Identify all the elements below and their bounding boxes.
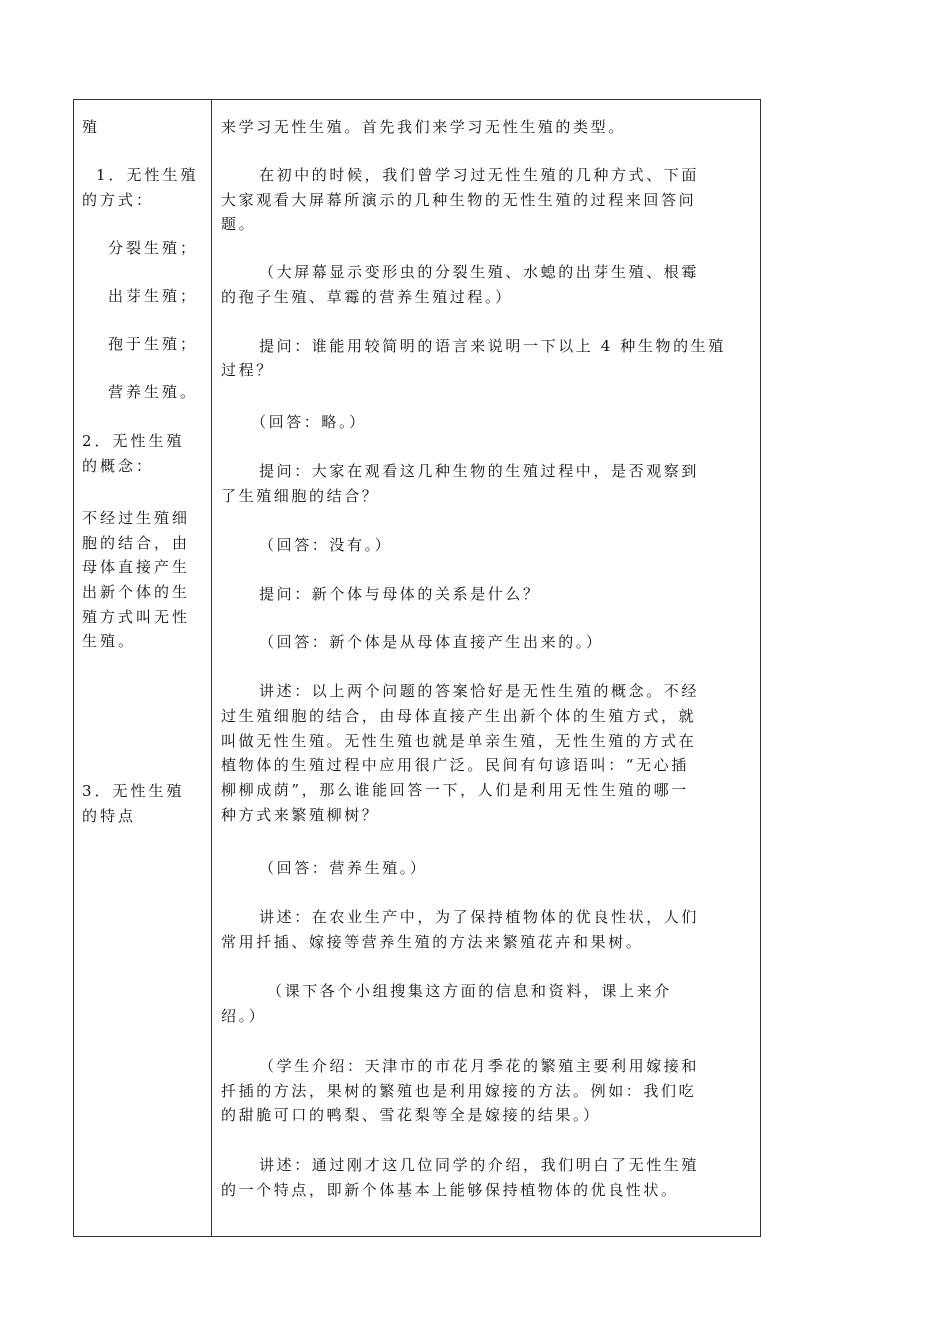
content-line: （回答：营养生殖。） — [259, 859, 428, 877]
content-line: 常用扦插、嫁接等营养生殖的方法来繁殖花卉和果树。 — [221, 933, 644, 951]
content-line: 提问：谁能用较简明的语言来说明一下以上 4 种生物的生殖 — [259, 337, 726, 355]
outline-line: 胞的结合，由 — [82, 534, 191, 552]
content-line: 在初中的时候，我们曾学习过无性生殖的几种方式、下面 — [259, 166, 700, 184]
lesson-table — [73, 99, 761, 1237]
content-line: （大屏幕显示变形虫的分裂生殖、水螅的出芽生殖、根霉 — [259, 263, 700, 281]
outline-line: 3．无性生殖 — [82, 782, 185, 800]
outline-line: 2．无性生殖 — [82, 432, 185, 450]
outline-line: 不经过生殖细 — [82, 509, 191, 527]
outline-line: 1．无性生殖 — [96, 166, 199, 184]
content-line: （回答：没有。） — [259, 536, 393, 554]
content-line: 提问：新个体与母体的关系是什么？ — [259, 585, 541, 603]
content-line: 的一个特点，即新个体基本上能够保持植物体的优良性状。 — [221, 1181, 679, 1199]
content-line: 讲述：通过刚才这几位同学的介绍，我们明白了无性生殖 — [259, 1156, 700, 1174]
content-line: 植物体的生殖过程中应用很广泛。民间有句谚语叫：“无心插 — [221, 756, 689, 774]
content-line: 讲述：以上两个问题的答案恰好是无性生殖的概念。不经 — [259, 682, 700, 700]
outline-line: 的特点 — [82, 807, 137, 825]
outline-line: 的方式： — [82, 191, 155, 209]
outline-line: 的概念： — [82, 457, 155, 475]
content-line: 过程？ — [221, 361, 274, 379]
content-line: 了生殖细胞的结合？ — [221, 487, 380, 505]
outline-line: 殖方式叫无性 — [82, 608, 191, 626]
content-line: 柳柳成荫”，那么谁能回答一下，人们是利用无性生殖的哪一 — [221, 781, 689, 799]
content-line: （回答：略。） — [251, 413, 367, 431]
content-line: （课下各个小组搜集这方面的信息和资料，课上来介 — [267, 982, 672, 1000]
column-divider — [211, 100, 212, 1236]
outline-line: 生殖。 — [82, 632, 137, 650]
content-line: 扦插的方法，果树的繁殖也是利用嫁接的方法。例如：我们吃 — [221, 1082, 697, 1100]
outline-line: 出芽生殖； — [108, 287, 199, 305]
content-line: 绍。） — [221, 1007, 267, 1025]
outline-line: 母体直接产生 — [82, 558, 191, 576]
content-line: 的孢子生殖、草霉的营养生殖过程。） — [221, 288, 513, 306]
content-line: 种方式来繁殖柳树？ — [221, 806, 380, 824]
outline-line: 孢于生殖； — [108, 335, 199, 353]
content-line: （回答：新个体是从母体直接产生出来的。） — [259, 633, 604, 651]
content-line: 大家观看大屏幕所演示的几种生物的无性生殖的过程来回答问 — [221, 191, 697, 209]
content-line: 来学习无性生殖。首先我们来学习无性生殖的类型。 — [221, 118, 626, 136]
outline-line: 出新个体的生 — [82, 583, 191, 601]
content-line: 讲述：在农业生产中，为了保持植物体的优良性状，人们 — [259, 908, 700, 926]
content-line: 叫做无性生殖。无性生殖也就是单亲生殖，无性生殖的方式在 — [221, 732, 697, 750]
content-line: 提问：大家在观看这几种生物的生殖过程中，是否观察到 — [259, 462, 700, 480]
outline-line: 营养生殖。 — [108, 383, 199, 401]
content-line: 题。 — [221, 215, 257, 233]
outline-line: 殖 — [82, 118, 101, 136]
content-line: 的甜脆可口的鸭梨、雪花梨等全是嫁接的结果。） — [221, 1106, 601, 1124]
content-line: 过生殖细胞的结合，由母体直接产生出新个体的生殖方式，就 — [221, 707, 697, 725]
outline-line: 分裂生殖； — [108, 239, 199, 257]
content-line: （学生介绍：天津市的市花月季花的繁殖主要利用嫁接和 — [259, 1057, 700, 1075]
